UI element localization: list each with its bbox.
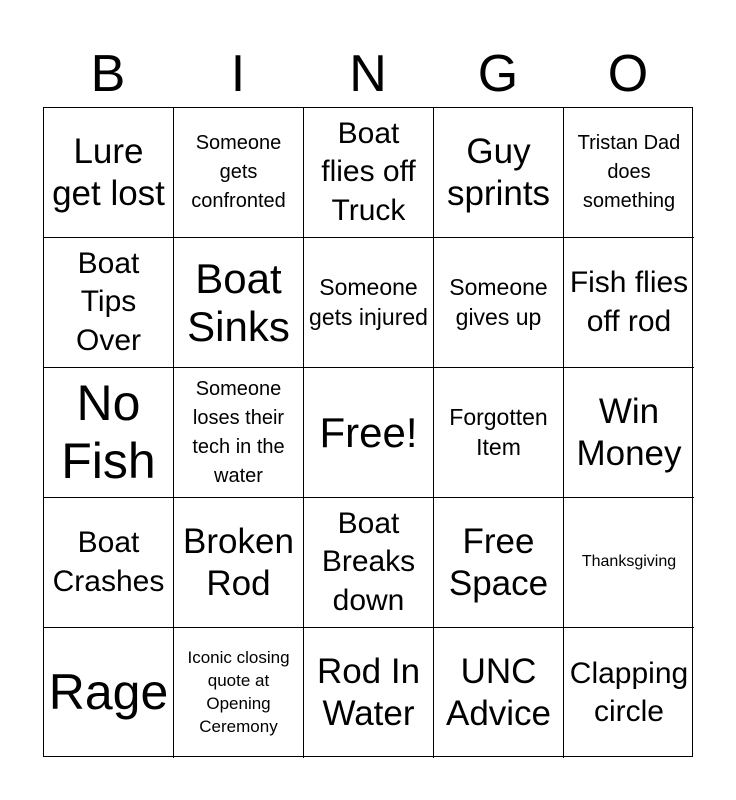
header-letter-i: I	[230, 45, 246, 103]
bingo-cell[interactable]	[434, 498, 564, 628]
cell-text: Win Money	[576, 391, 682, 473]
bingo-cell[interactable]	[44, 368, 174, 498]
cell-text: Rod In Water	[316, 652, 421, 733]
bingo-cell[interactable]	[174, 498, 304, 628]
bingo-header	[43, 40, 693, 108]
bingo-cell[interactable]	[434, 238, 564, 368]
bingo-cell[interactable]	[564, 108, 694, 238]
cell-text: Free Space	[448, 521, 549, 603]
cell-text: Tristan Dad does something	[577, 132, 681, 212]
bingo-cell[interactable]	[304, 108, 434, 238]
header-letter-b: B	[90, 45, 126, 103]
cell-text: No Fish	[61, 375, 156, 489]
bingo-cell[interactable]	[564, 628, 694, 758]
bingo-cell[interactable]	[174, 108, 304, 238]
bingo-cell[interactable]	[304, 238, 434, 368]
cell-text: Fish flies off rod	[569, 266, 689, 338]
bingo-cell[interactable]	[44, 498, 174, 628]
header-letter-n: N	[349, 45, 387, 103]
cell-text: Thanksgiving	[581, 553, 677, 571]
cell-text: UNC Advice	[445, 652, 552, 733]
bingo-cell[interactable]	[564, 368, 694, 498]
cell-text: Boat Sinks	[187, 255, 290, 350]
bingo-cell[interactable]	[44, 108, 174, 238]
cell-text: Broken Rod	[183, 521, 294, 603]
cell-text: Boat Tips Over	[75, 247, 141, 357]
cell-text: Someone gives up	[449, 273, 548, 330]
bingo-cell[interactable]	[564, 238, 694, 368]
bingo-cell free-space[interactable]	[304, 368, 434, 498]
cell-text: Boat flies off Truck	[321, 117, 416, 227]
cell-text: Boat Crashes	[52, 526, 165, 598]
cell-text: Iconic closing quote at Opening Ceremony	[187, 648, 290, 736]
cell-text: Someone gets injured	[309, 273, 428, 330]
header-letter-g: G	[477, 45, 519, 103]
bingo-cell[interactable]	[564, 498, 694, 628]
bingo-cell[interactable]	[174, 628, 304, 758]
bingo-cell[interactable]	[174, 238, 304, 368]
header-letter-o: O	[607, 45, 649, 103]
cell-text: Someone gets confronted	[191, 132, 286, 212]
bingo-cell[interactable]	[304, 498, 434, 628]
cell-text: Rage	[48, 664, 169, 721]
cell-text: Clapping circle	[569, 656, 689, 728]
bingo-cell[interactable]	[44, 238, 174, 368]
cell-text: Free!	[319, 408, 418, 456]
bingo-cell[interactable]	[434, 108, 564, 238]
bingo-cell[interactable]	[434, 628, 564, 758]
cell-text: Forgotten Item	[449, 403, 548, 460]
cell-text: Lure get lost	[52, 131, 165, 213]
cell-text: Boat Breaks down	[321, 507, 416, 617]
bingo-cell[interactable]	[174, 368, 304, 498]
bingo-cell[interactable]	[434, 368, 564, 498]
cell-text: Someone loses their tech in the water	[192, 377, 285, 487]
bingo-cell[interactable]	[304, 628, 434, 758]
bingo-grid	[43, 107, 693, 757]
bingo-cell[interactable]	[44, 628, 174, 758]
cell-text: Guy sprints	[446, 131, 551, 213]
